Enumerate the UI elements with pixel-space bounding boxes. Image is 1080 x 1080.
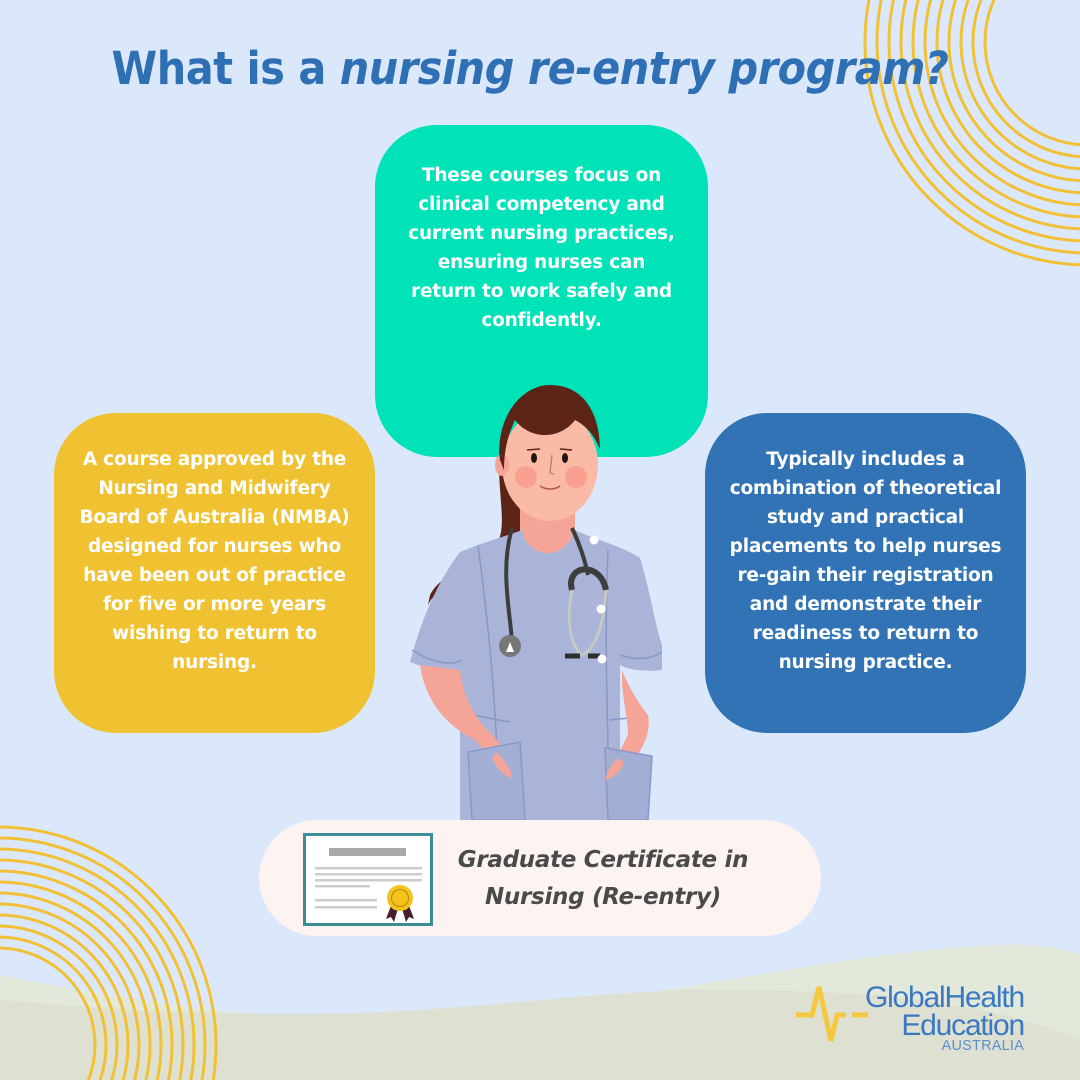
certificate-line2: Nursing (Re-entry) <box>484 884 722 910</box>
right-eye <box>562 453 568 463</box>
info-bubble-nmba-approval <box>54 413 375 733</box>
globalhealth-education-logo <box>796 983 1056 1058</box>
logo-line-2: Education <box>901 1009 1024 1042</box>
bubble-text: A course approved by the Nursing and Midwifery Board of Australia (NMBA) designed for nurses who have been out of practice for five or more years wishing to return to nursing. <box>79 449 350 673</box>
logo-line-1: GlobalHealth <box>864 981 1024 1014</box>
certificate-title <box>443 842 763 916</box>
title-emphasis: nursing re-entry program? <box>339 42 949 95</box>
left-eye <box>531 453 537 463</box>
certificate-banner <box>259 820 821 936</box>
logo-line-3: AUSTRALIA <box>941 1038 1024 1054</box>
arcs-top-right <box>865 0 1080 265</box>
certificate-line1: Graduate Certificate in <box>457 847 749 873</box>
right-pocket <box>605 748 652 820</box>
seal-icon <box>387 885 413 911</box>
title-plain: What is a <box>111 42 340 95</box>
certificate-icon <box>303 833 433 926</box>
info-bubble-program-structure <box>705 413 1026 733</box>
bubble-text: These courses focus on clinical competency and current nursing practices, ensuring nurses can return to work safely and confidently. <box>408 165 675 331</box>
bubble-text: Typically includes a combination of theoretical study and practical placements to help nurses re-gain their registration and demonstrate their readiness to return to nursing practice. <box>729 449 1002 673</box>
page-title <box>42 42 1017 95</box>
nurse-illustration <box>400 380 680 820</box>
